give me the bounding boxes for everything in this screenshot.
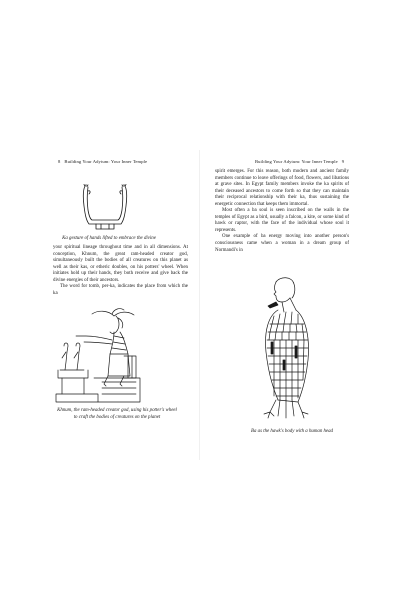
right-figure-caption: Ba as the hawk's body with a human head xyxy=(250,429,333,434)
right-page-number: 9 xyxy=(341,159,345,164)
left-running-head xyxy=(54,159,147,164)
left-bottom-figure-caption: Khnum, the ram-headed creator god, using his potter's wheel to craft the bodies of creatures on the planet xyxy=(57,408,177,420)
left-body-text xyxy=(53,245,188,297)
left-paragraph-1: your spiritual lineage throughout time and in all dimensions. At conception, Khnum, the great ram-headed creator god, simultaneously built the bodies of all creatures on this planet as well as their kas, or etheric doubles, on his potters' wheel. When initiates hold up their hands, they both receive and give back the divine energies of their ancestors. xyxy=(53,245,188,283)
left-paragraph-2: The word for tomb, per-ka, indicates the place from which the ka xyxy=(53,284,188,296)
left-page-number: 8 xyxy=(58,159,61,164)
right-running-head xyxy=(255,159,348,164)
ka-hands-illustration xyxy=(79,184,131,230)
khnum-potter-wheel-illustration xyxy=(54,306,144,406)
ba-bird-illustration xyxy=(258,276,312,424)
left-top-figure-caption: Ka gesture of hands lifted to embrace the divine xyxy=(62,236,156,241)
right-paragraph-2: Most often a ba soul is seen inscribed on the walls in the temples of Egypt as a bird, usually a falcon, a kite, or some kind of hawk or raptor, with the face of the individual whose soul it represents. xyxy=(215,208,349,233)
right-paragraph-1: spirit emerges. For this reason, both modern and ancient family members continue to leave offerings of food, flowers, and libations at grave sites. In Egypt family members invoke the ka spirits of their deceased ancestors to come forth so that they can maintain their reciprocal relationship with their ka, thus sustaining the energetic connection that keeps them immortal. xyxy=(215,169,349,207)
left-running-head-title: Building Your Adytum: Your Inner Temple xyxy=(64,159,148,164)
right-body-text xyxy=(215,169,349,254)
right-page xyxy=(200,0,400,604)
right-paragraph-3: One example of ba energy moving into another person's consciousness came when a woman in a dream group of Normandi's in xyxy=(215,234,349,253)
right-running-head-title: Building Your Adytum: Your Inner Temple xyxy=(255,159,338,164)
